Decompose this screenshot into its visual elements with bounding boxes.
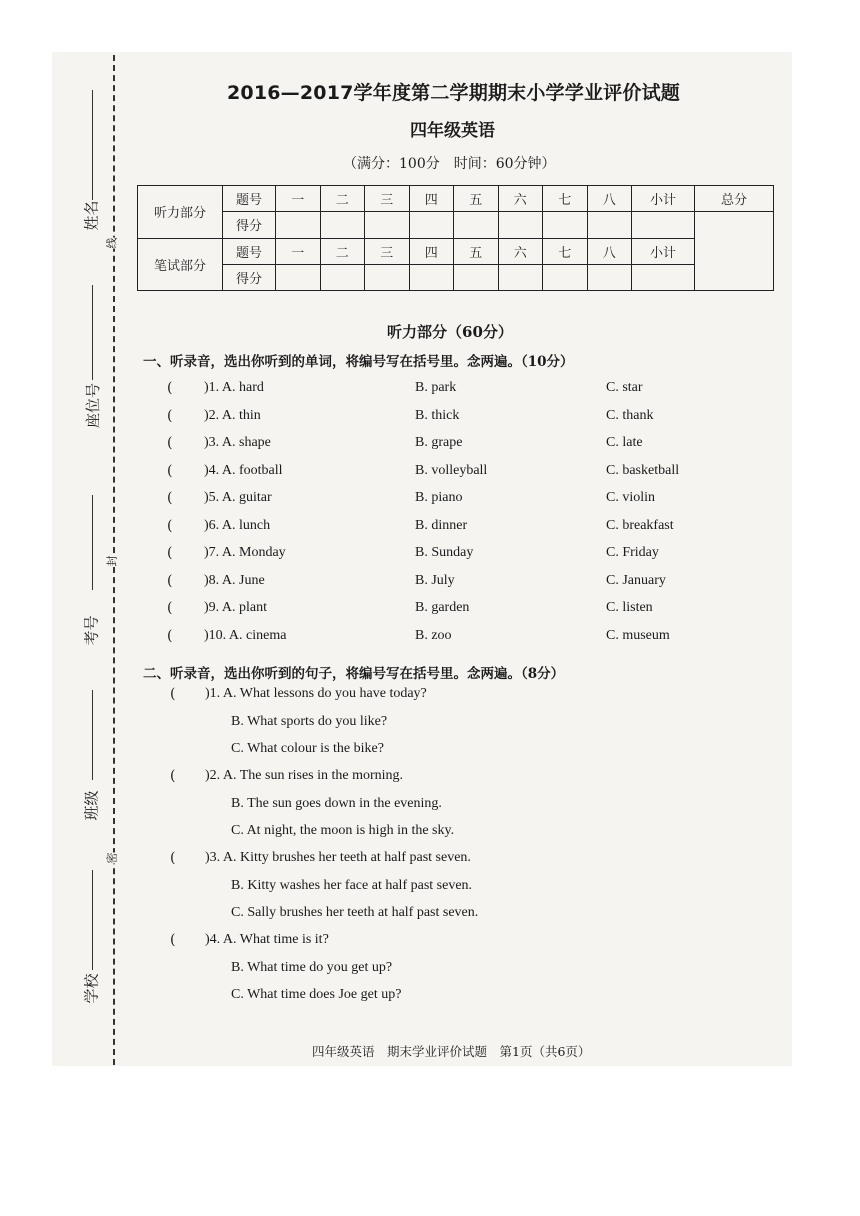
- answer-paren[interactable]: (: [170, 932, 176, 948]
- school-underline: [92, 870, 93, 970]
- score-cell[interactable]: [320, 264, 365, 290]
- class-label: 班级: [82, 790, 101, 821]
- option-c: C. violin: [606, 490, 656, 505]
- subtotal-cell[interactable]: [632, 212, 695, 238]
- exam-subtitle: 四年级英语: [410, 121, 495, 141]
- qno-cell: 七: [543, 238, 588, 264]
- option-b: B. garden: [415, 600, 470, 615]
- sentence-c: C. Sally brushes her teeth at half past seven.: [231, 905, 479, 920]
- total-label: 总分: [695, 186, 774, 212]
- line-mark: 线: [105, 237, 119, 249]
- score-cell[interactable]: [454, 212, 499, 238]
- score-cell[interactable]: [543, 264, 588, 290]
- option-b: B. zoo: [415, 627, 452, 643]
- score-label: 得分: [223, 264, 276, 290]
- option-a: )4. A. football: [204, 462, 283, 478]
- qno-cell: 六: [498, 238, 543, 264]
- answer-paren[interactable]: (: [167, 572, 173, 589]
- exam-title: 2016—2017学年度第二学期期末小学学业评价试题: [227, 82, 680, 104]
- exam-meta: （满分：100分 时间：60分钟）: [343, 156, 556, 172]
- score-cell[interactable]: [320, 212, 365, 238]
- qno-cell: 四: [409, 238, 454, 264]
- qno-cell: 三: [365, 186, 410, 212]
- answer-paren[interactable]: (: [170, 686, 176, 702]
- writing-label: 笔试部分: [138, 238, 223, 291]
- subtotal-label: 小计: [632, 238, 695, 264]
- answer-paren[interactable]: (: [170, 768, 176, 784]
- answer-paren[interactable]: (: [167, 407, 173, 424]
- option-c: C. thank: [606, 407, 654, 423]
- sentence-a: )4. A. What time is it?: [205, 932, 329, 947]
- option-c: C. Friday: [606, 545, 659, 560]
- answer-paren[interactable]: (: [167, 600, 173, 616]
- listening-section-heading: 听力部分（60分）: [387, 323, 513, 341]
- sentence-a: )3. A. Kitty brushes her teeth at half past seven.: [205, 850, 471, 865]
- subtotal-cell[interactable]: [632, 264, 695, 290]
- school-label: 学校: [82, 973, 101, 1004]
- exam-no-label: 考号: [82, 615, 101, 646]
- sentence-b: B. Kitty washes her face at half past seven.: [231, 877, 473, 893]
- exam-no-underline: [92, 495, 93, 590]
- score-cell[interactable]: [498, 264, 543, 290]
- option-a: )5. A. guitar: [204, 490, 272, 505]
- sentence-c: C. What time does Joe get up?: [231, 987, 402, 1002]
- qno-cell: 七: [543, 186, 588, 212]
- score-cell[interactable]: [409, 264, 454, 290]
- qno-cell: 八: [587, 238, 632, 264]
- qno-cell: 八: [587, 186, 632, 212]
- part1-heading: 一、听录音，选出你听到的单词，将编号写在括号里。念两遍。（10分）: [143, 354, 574, 370]
- seat-underline: [92, 285, 93, 380]
- sentence-a: )1. A. What lessons do you have today?: [205, 686, 427, 701]
- answer-paren[interactable]: (: [170, 850, 176, 866]
- name-underline: [92, 90, 93, 200]
- score-cell[interactable]: [365, 212, 410, 238]
- sentence-b: B. The sun goes down in the evening.: [231, 795, 442, 811]
- option-b: B. thick: [415, 407, 460, 423]
- option-c: C. museum: [606, 627, 670, 643]
- option-b: B. dinner: [415, 517, 468, 533]
- score-label: 得分: [223, 212, 276, 238]
- qno-cell: 六: [498, 186, 543, 212]
- sentence-b: B. What time do you get up?: [231, 959, 393, 975]
- seal-mark: 封: [105, 555, 119, 567]
- sentence-c: C. At night, the moon is high in the sky.: [231, 823, 455, 838]
- qno-label: 题号: [223, 238, 276, 264]
- name-label: 姓名: [82, 200, 101, 231]
- option-a: )3. A. shape: [204, 435, 271, 450]
- option-a: )8. A. June: [204, 572, 265, 588]
- score-cell[interactable]: [276, 264, 321, 290]
- option-b: B. Sunday: [415, 545, 474, 560]
- total-cell[interactable]: [695, 212, 774, 291]
- sentence-a: )2. A. The sun rises in the morning.: [205, 768, 404, 783]
- qno-cell: 一: [276, 186, 321, 212]
- score-cell[interactable]: [498, 212, 543, 238]
- score-cell[interactable]: [409, 212, 454, 238]
- option-c: C. breakfast: [606, 517, 674, 533]
- option-a: )2. A. thin: [204, 407, 261, 423]
- option-b: B. park: [415, 380, 457, 395]
- option-c: C. late: [606, 435, 643, 450]
- score-cell[interactable]: [587, 264, 632, 290]
- option-a: )9. A. plant: [204, 600, 267, 615]
- class-underline: [92, 690, 93, 780]
- qno-cell: 五: [454, 238, 499, 264]
- page-footer: 四年级英语 期末学业评价试题 第1页（共6页）: [312, 1044, 591, 1059]
- answer-paren[interactable]: (: [167, 462, 173, 479]
- answer-paren[interactable]: (: [167, 490, 173, 506]
- sentence-c: C. What colour is the bike?: [231, 741, 384, 756]
- answer-paren[interactable]: (: [167, 627, 173, 644]
- qno-cell: 五: [454, 186, 499, 212]
- listening-label: 听力部分: [138, 186, 223, 239]
- qno-label: 题号: [223, 186, 276, 212]
- option-c: C. listen: [606, 600, 653, 615]
- option-a: )6. A. lunch: [204, 517, 271, 533]
- option-a: )10. A. cinema: [204, 627, 287, 643]
- option-b: B. piano: [415, 490, 463, 505]
- answer-paren[interactable]: (: [167, 545, 173, 561]
- subtotal-label: 小计: [632, 186, 695, 212]
- option-c: C. January: [606, 572, 666, 588]
- score-cell[interactable]: [543, 212, 588, 238]
- score-cell[interactable]: [276, 212, 321, 238]
- qno-cell: 一: [276, 238, 321, 264]
- qno-cell: 二: [320, 238, 365, 264]
- score-table: [137, 185, 774, 291]
- option-c: C. star: [606, 380, 643, 395]
- score-cell[interactable]: [365, 264, 410, 290]
- option-b: B. grape: [415, 435, 463, 450]
- option-b: B. July: [415, 572, 455, 588]
- answer-paren[interactable]: (: [167, 517, 173, 534]
- score-cell[interactable]: [454, 264, 499, 290]
- score-cell[interactable]: [587, 212, 632, 238]
- answer-paren[interactable]: (: [167, 435, 173, 451]
- option-b: B. volleyball: [415, 462, 488, 478]
- option-c: C. basketball: [606, 462, 680, 478]
- answer-paren[interactable]: (: [167, 380, 173, 396]
- qno-cell: 三: [365, 238, 410, 264]
- secret-mark: 密: [105, 852, 119, 864]
- sentence-b: B. What sports do you like?: [231, 713, 388, 729]
- qno-cell: 四: [409, 186, 454, 212]
- qno-cell: 二: [320, 186, 365, 212]
- option-a: )1. A. hard: [204, 380, 264, 395]
- option-a: )7. A. Monday: [204, 545, 286, 560]
- part2-heading: 二、听录音，选出你听到的句子，将编号写在括号里。念两遍。（8分）: [143, 666, 565, 682]
- seat-label: 座位号: [84, 382, 103, 429]
